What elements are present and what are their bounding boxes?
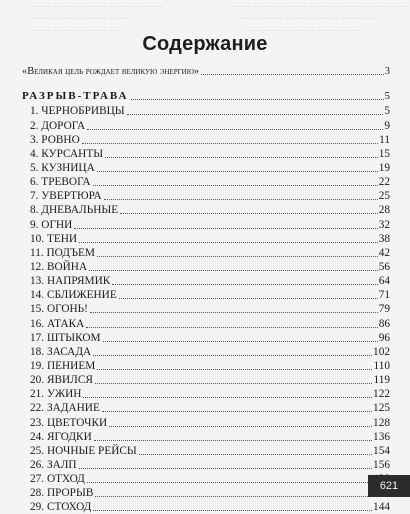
toc-entry-page: 136 — [373, 430, 390, 443]
toc-entry-page: 56 — [378, 260, 390, 273]
toc-entry-chapter — [22, 430, 390, 444]
toc-entry-label: 4. КУРСАНТЫ — [30, 147, 104, 160]
dot-leader — [104, 198, 378, 200]
dot-leader — [82, 142, 378, 144]
dot-leader — [93, 184, 378, 186]
dot-leader — [74, 227, 377, 229]
toc-entry-chapter — [22, 387, 390, 401]
toc-entry-label: 14. СБЛИЖЕНИЕ — [30, 289, 117, 302]
page-title: Содержание — [142, 33, 268, 55]
toc-entry-label: «Великая цель рождает великую энергию» — [22, 66, 200, 78]
toc-entry-page: 154 — [373, 444, 390, 457]
toc-entry-page: 38 — [378, 232, 390, 245]
toc-entry-page: 128 — [373, 416, 390, 429]
dot-leader — [105, 156, 378, 158]
toc-entry-chapter — [22, 232, 390, 246]
toc-entry-chapter — [22, 147, 390, 161]
toc-entry-page: 32 — [378, 218, 390, 231]
toc-entry-label: 5. КУЗНИЦА — [30, 161, 95, 174]
toc-entry-chapter — [22, 203, 390, 217]
toc-entry-label: 29. СТОХОД — [30, 501, 92, 514]
dot-leader — [97, 368, 372, 370]
dot-leader — [109, 425, 372, 427]
toc-entry-page: 119 — [373, 374, 390, 387]
toc-entry-label: 17. ШТЫКОМ — [30, 331, 101, 344]
toc-entry-page: 3 — [384, 66, 390, 78]
toc-entry-label: 18. ЗАСАДА — [30, 345, 92, 358]
dot-leader — [93, 509, 372, 511]
toc-entry-chapter — [22, 316, 390, 330]
toc-entry-chapter — [22, 302, 390, 316]
toc-part-heading — [22, 89, 390, 103]
toc-entry-chapter — [22, 359, 390, 373]
table-of-contents — [22, 64, 390, 514]
toc-entry-chapter — [22, 260, 390, 274]
toc-entry-page: 122 — [373, 388, 390, 401]
toc-entry-chapter — [22, 415, 390, 429]
toc-entry-page: 9 — [384, 119, 390, 132]
toc-entry-label: 23. ЦВЕТОЧКИ — [30, 416, 108, 429]
toc-entry-page: 86 — [378, 317, 390, 330]
toc-entry-chapter — [22, 486, 390, 500]
toc-entry-page: 22 — [378, 176, 390, 189]
toc-entry-chapter — [22, 161, 390, 175]
toc-entry-label: 7. УВЕРТЮРА — [30, 190, 102, 203]
dot-leader — [97, 255, 378, 257]
toc-entry-chapter — [22, 458, 390, 472]
toc-entry-page: 19 — [378, 161, 390, 174]
toc-entry-page: 15 — [378, 147, 390, 160]
toc-entry-label: 28. ПРОРЫВ — [30, 487, 94, 500]
toc-entry-page: 71 — [378, 289, 390, 302]
toc-entry-label: 11. ПОДЪЕМ — [30, 246, 95, 259]
toc-entry-label: 12. ВОЙНА — [30, 260, 88, 273]
toc-entry-chapter — [22, 189, 390, 203]
toc-entry-chapter — [22, 500, 390, 514]
toc-entry-page: 102 — [373, 345, 390, 358]
toc-entry-page: 11 — [379, 133, 390, 146]
dot-leader — [103, 340, 378, 342]
toc-entry-page: 125 — [373, 402, 390, 415]
dot-leader — [87, 481, 372, 483]
toc-entry-page: 42 — [378, 246, 390, 259]
toc-entry-label: 25. НОЧНЫЕ РЕЙСЫ — [30, 444, 137, 457]
toc-entry-label: 3. РОВНО — [30, 133, 80, 146]
toc-entry-chapter — [22, 345, 390, 359]
dot-leader — [79, 241, 378, 243]
toc-entry-label: 16. АТАКА — [30, 317, 85, 330]
toc-entry-chapter — [22, 401, 390, 415]
toc-entry-page: 156 — [373, 458, 390, 471]
dot-leader — [97, 170, 378, 172]
toc-entry-chapter — [22, 472, 390, 486]
dot-leader — [139, 453, 372, 455]
dot-leader — [120, 212, 378, 214]
toc-entry-label: 24. ЯГОДКИ — [30, 430, 92, 443]
toc-entry-label: 19. ПЕНИЕМ — [30, 359, 96, 372]
toc-entry-page: 28 — [378, 204, 390, 217]
toc-entry-label: 1. ЧЕРНОБРИВЦЫ — [30, 105, 125, 118]
toc-entry-label: 20. ЯВИЛСЯ — [30, 374, 93, 387]
dot-leader — [93, 354, 372, 356]
dot-leader — [201, 73, 384, 75]
toc-part-label: РАЗРЫВ-ТРАВА — [22, 90, 129, 103]
dot-leader — [102, 410, 372, 412]
toc-entry-page: 96 — [378, 331, 390, 344]
toc-entry-label: 22. ЗАДАНИЕ — [30, 402, 100, 415]
dot-leader — [95, 382, 373, 384]
toc-entry-page: 64 — [378, 275, 390, 288]
dot-leader — [86, 326, 377, 328]
toc-entry-chapter — [22, 104, 390, 118]
page-number: 621 — [368, 475, 410, 497]
toc-entry-chapter — [22, 246, 390, 260]
toc-entry-page: 110 — [373, 359, 390, 372]
toc-entry-chapter — [22, 444, 390, 458]
toc-entry-chapter — [22, 373, 390, 387]
dot-leader — [112, 283, 377, 285]
dot-leader — [89, 269, 378, 271]
toc-entry-label: 8. ДНЕВАЛЬНЫЕ — [30, 204, 119, 217]
toc-entry-label: 10. ТЕНИ — [30, 232, 78, 245]
toc-entry-chapter — [22, 217, 390, 231]
toc-entry-label: 26. ЗАЛП — [30, 458, 77, 471]
toc-entry-label: 6. ТРЕВОГА — [30, 176, 91, 189]
dot-leader — [131, 98, 384, 100]
toc-entry-chapter — [22, 175, 390, 189]
dot-leader — [119, 297, 378, 299]
toc-entry-chapter — [22, 118, 390, 132]
show-through-text: — — — — — — — — — — — — — — — — — — — — — — — — — — — — — — — — — — — — — — — — — — — — — — — — — — — — — — — — — — — — — — — — — — — — [30, 1, 408, 35]
dot-leader — [90, 311, 378, 313]
toc-entry-label: 9. ОГНИ — [30, 218, 73, 231]
dot-leader — [83, 396, 372, 398]
toc-entry-label: 15. ОГОНЬ! — [30, 303, 88, 316]
toc-entry-chapter — [22, 274, 390, 288]
toc-entry-page: 144 — [373, 501, 390, 514]
toc-entry-intro — [22, 64, 390, 78]
toc-entry-label: 2. ДОРОГА — [30, 119, 86, 132]
dot-leader — [79, 467, 372, 469]
dot-leader — [87, 128, 383, 130]
dot-leader — [127, 113, 384, 115]
toc-entry-page: 25 — [378, 190, 390, 203]
toc-entry-page: 5 — [384, 90, 390, 103]
toc-entry-chapter — [22, 133, 390, 147]
dot-leader — [94, 439, 372, 441]
toc-entry-label: 13. НАПРЯМИК — [30, 275, 111, 288]
toc-entry-chapter — [22, 331, 390, 345]
toc-entry-chapter — [22, 288, 390, 302]
toc-entry-label: 27. ОТХОД — [30, 473, 85, 486]
toc-entry-page: 5 — [384, 105, 390, 118]
toc-entry-page: 79 — [378, 303, 390, 316]
toc-entry-label: 21. УЖИН — [30, 388, 82, 401]
